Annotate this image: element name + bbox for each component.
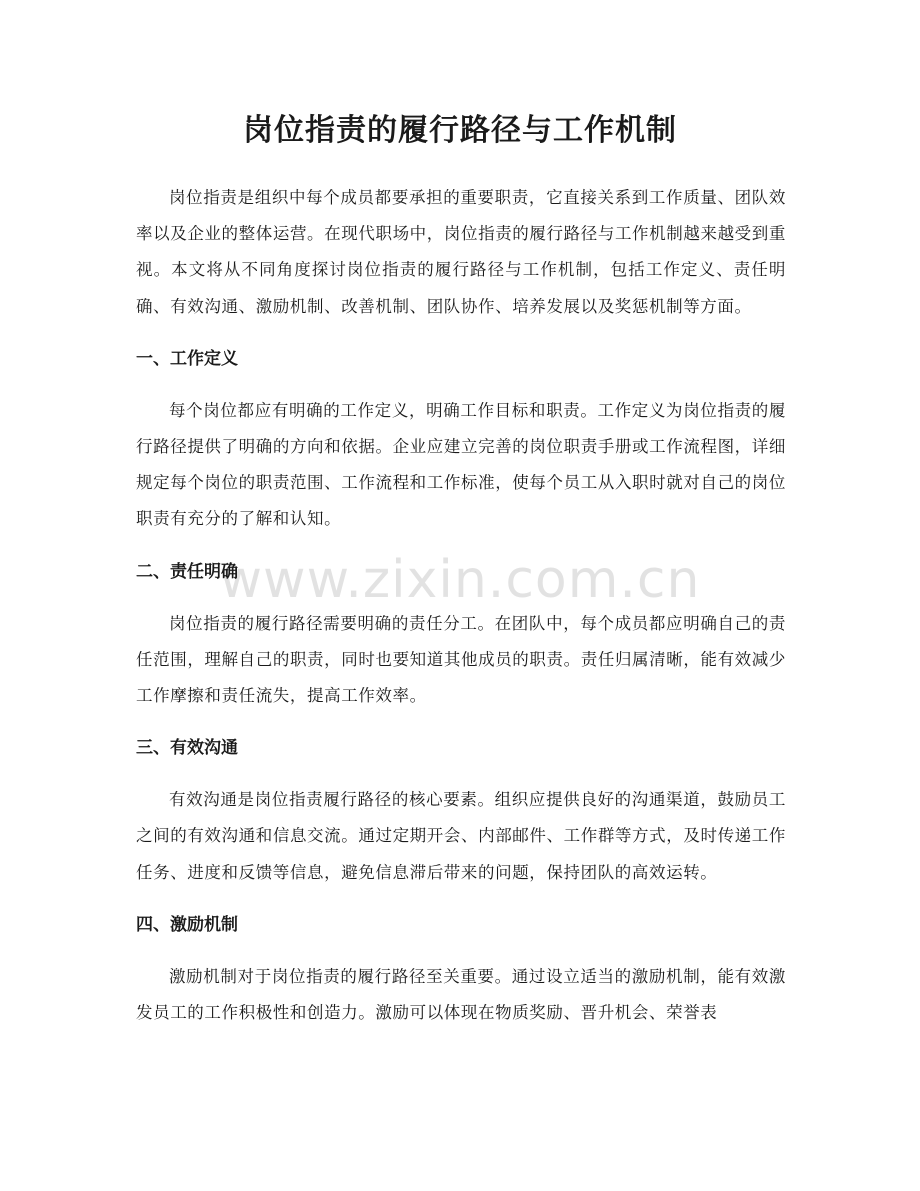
- section-heading-incentive-mechanism: 四、激励机制: [136, 914, 238, 935]
- paragraph-incentive-mechanism: 激励机制对于岗位指责的履行路径至关重要。通过设立适当的激励机制，能有效激发员工的工作积极性和创造力。激励可以体现在物质奖励、晋升机会、荣誉表: [136, 966, 786, 1023]
- paragraph-effective-communication: 有效沟通是岗位指责履行路径的核心要素。组织应提供良好的沟通渠道，鼓励员工之间的有效沟通和信息交流。通过定期开会、内部邮件、工作群等方式，及时传递工作任务、进度和反馈等信息，避免信息滞后带来的问题，保持团队的高效运转。: [136, 790, 786, 882]
- section-heading-clear-responsibility: 二、责任明确: [136, 561, 238, 582]
- section-heading-effective-communication: 三、有效沟通: [136, 738, 238, 759]
- paragraph-work-definition: 每个岗位都应有明确的工作定义，明确工作目标和职责。工作定义为岗位指责的履行路径提供了明确的方向和依据。企业应建立完善的岗位职责手册或工作流程图，详细规定每个岗位的职责范围、工作流程和工作标准，使每个员工从入职时就对自己的岗位职责有充分的了解和认知。: [136, 400, 786, 529]
- intro-paragraph: 岗位指责是组织中每个成员都要承担的重要职责，它直接关系到工作质量、团队效率以及企业的整体运营。在现代职场中，岗位指责的履行路径与工作机制越来越受到重视。本文将从不同角度探讨岗位指责的履行路径与工作机制，包括工作定义、责任明确、有效沟通、激励机制、改善机制、团队协作、培养发展以及奖惩机制等方面。: [136, 188, 786, 316]
- paragraph-clear-responsibility: 岗位指责的履行路径需要明确的责任分工。在团队中，每个成员都应明确自己的责任范围，理解自己的职责，同时也要知道其他成员的职责。责任归属清晰，能有效减少工作摩擦和责任流失，提高工作效率。: [136, 613, 786, 706]
- section-heading-work-definition: 一、工作定义: [136, 348, 238, 369]
- page-title: 岗位指责的履行路径与工作机制: [243, 113, 677, 148]
- document-body: [136, 180, 786, 1031]
- watermark: www.zixin.com.cn: [219, 550, 701, 610]
